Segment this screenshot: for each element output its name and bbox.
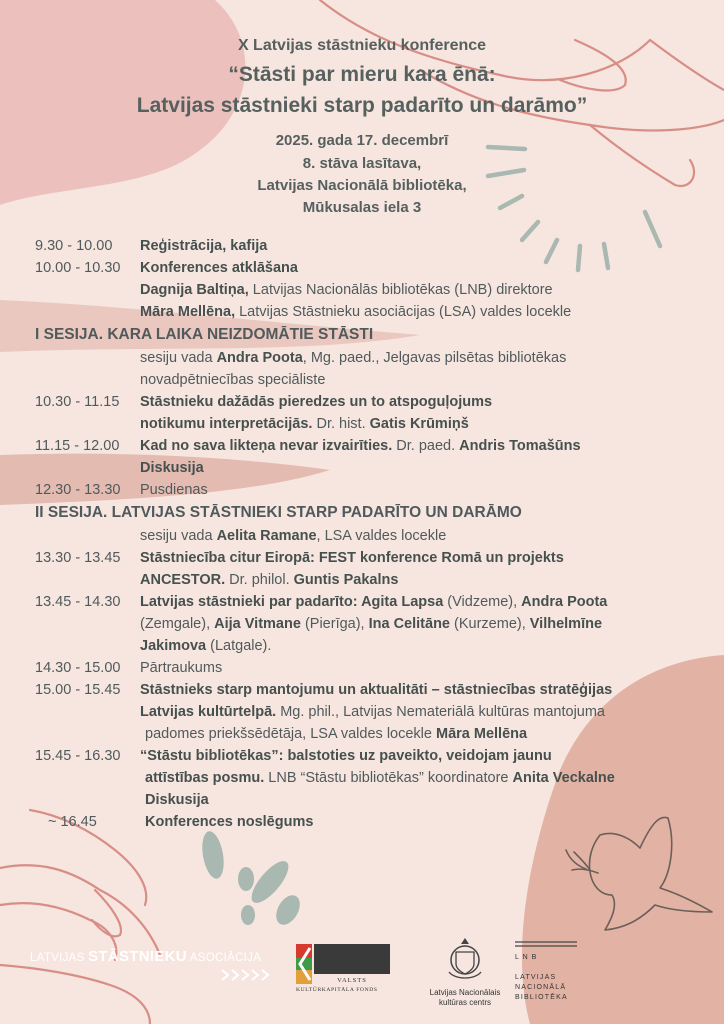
vkkf-logo [296, 944, 392, 1004]
moderator-role: , Mg. paed., Jelgavas pilsētas bibliotēkas [302, 350, 567, 366]
speaker-role: padomes priekšsēdētāja, LSA valdes locekle [145, 726, 436, 742]
time: 13.45 - 14.30 [35, 594, 121, 610]
speaker-name: Māra Mellēna, [140, 304, 236, 320]
lnb-lines-icon [515, 940, 577, 950]
time: 13.30 - 13.45 [35, 550, 121, 566]
speaker-role: Mg. phil., Latvijas Nemateriālā kultūras mantojuma [276, 704, 605, 720]
lsa-logo [30, 948, 280, 988]
moderator-role: , LSA valdes locekle [316, 528, 447, 544]
talk-title-cont: notikumu interpretācijās. [140, 416, 313, 432]
moderator-prefix: sesiju vada [140, 350, 217, 366]
speaker-degree: Dr. paed. [392, 438, 460, 454]
discussion-label: Diskusija [140, 460, 204, 476]
vkkf-text-1: VALSTS [337, 977, 367, 984]
lnb-text-2: NACIONĀLĀ [515, 984, 567, 991]
speaker-name: Māra Mellēna [435, 726, 528, 742]
speaker-name: Gatis Krūmiņš [369, 416, 469, 432]
speaker-name: Anita Veckalne [512, 770, 615, 786]
hand-outline-bottom-left [0, 810, 160, 1024]
time: 15.45 - 16.30 [35, 748, 121, 764]
location-line2: Latvijas Nacionālā bibliotēka, [257, 177, 467, 194]
sage-drops [199, 830, 305, 929]
talk-title-cont: Latvijas kultūrtelpā. [140, 704, 277, 720]
time: 14.30 - 15.00 [35, 660, 121, 676]
session-title: I SESIJA. KARA LAIKA NEIZDOMĀTIE STĀSTI [35, 326, 374, 343]
time: 12.30 - 13.30 [35, 482, 121, 498]
lnb-logo [515, 940, 585, 1010]
talk-title: Stāstnieku dažādās pieredzes un to atspoguļojums [140, 394, 493, 410]
lnb-text-1: LATVIJAS [515, 974, 557, 981]
talk-title-cont: attīstības posmu. [145, 770, 265, 786]
coat-of-arms-icon [443, 936, 487, 984]
location-line1: 8. stāva lasītava, [302, 155, 422, 172]
talk-title: Stāstniecība citur Eiropā: FEST konference Romā un projekts [140, 550, 564, 566]
location-line3: Mūkusalas iela 3 [302, 199, 422, 216]
time: 10.00 - 10.30 [35, 260, 121, 276]
vkkf-mark-icon [296, 944, 312, 984]
region: (Kurzeme), [450, 616, 530, 632]
discussion-label: Diskusija [145, 792, 209, 808]
lsa-logo-text-b: STĀSTNIEKU [88, 948, 187, 965]
conference-title-line2: Latvijas stāstnieki starp padarīto un darāmo” [136, 94, 588, 117]
lnkc-text-2: kultūras centrs [438, 998, 492, 1007]
speaker-role: Latvijas Stāstnieku asociācijas (LSA) valdes locekle [235, 304, 572, 320]
lnb-abbr: L N B [515, 954, 538, 961]
lnkc-logo [420, 936, 510, 1016]
time: ~ 16.45 [48, 814, 97, 830]
speaker-role: Latvijas Nacionālās bibliotēkas (LNB) direktore [248, 282, 553, 298]
lsa-logo-text-a: LATVIJAS [30, 952, 89, 964]
time: 9.30 - 10.00 [35, 238, 113, 254]
item-title: Pārtraukums [140, 660, 223, 676]
region: (Pierīga), [300, 616, 369, 632]
lnkc-text-1: Latvijas Nacionālais [429, 988, 501, 997]
conference-title-line1: “Stāsti par mieru kara ēnā: [228, 63, 496, 86]
talk-title: Stāstnieks starp mantojumu un aktualitāti – stāstniecības stratēģijas [140, 682, 613, 698]
speaker-name: Ina Celitāne [368, 616, 450, 632]
talk-title-cont: ANCESTOR. [140, 572, 226, 588]
region: (Latgale). [206, 638, 272, 654]
speaker-name: Andra Poota [521, 594, 608, 610]
talk-title: Kad no sava likteņa nevar izvairīties. [140, 438, 393, 454]
speaker-role: LNB “Stāstu bibliotēkas” koordinatore [264, 770, 513, 786]
talk-title: Latvijas stāstnieki par padarīto: [140, 594, 358, 610]
time: 15.00 - 15.45 [35, 682, 121, 698]
conference-supertitle: X Latvijas stāstnieku konference [237, 37, 487, 54]
lsa-logo-text-c: ASOCIĀCIJA [186, 952, 262, 964]
speaker-name: Aija Vitmane [214, 616, 301, 632]
moderator-role-cont: novadpētniecības speciāliste [140, 372, 326, 388]
time: 10.30 - 11.15 [35, 394, 120, 410]
speaker-name: Guntis Pakalns [293, 572, 399, 588]
speaker-name: Jakimova [140, 638, 207, 654]
speaker-name: Agita Lapsa [357, 594, 444, 610]
item-title: Konferences noslēgums [145, 814, 314, 830]
moderator-prefix: sesiju vada [140, 528, 217, 544]
chevrons-icon [220, 968, 280, 982]
session-title: II SESIJA. LATVIJAS STĀSTNIEKI STARP PADARĪTO UN DARĀMO [35, 504, 522, 521]
moderator-name: Andra Poota [216, 350, 303, 366]
moderator-name: Aelita Ramane [216, 528, 317, 544]
talk-title: “Stāstu bibliotēkas”: balstoties uz paveikto, veidojam jaunu [140, 748, 552, 764]
region: (Zemgale), [140, 616, 215, 632]
time: 11.15 - 12.00 [35, 438, 120, 454]
region: (Vidzeme), [443, 594, 522, 610]
speaker-name: Andris Tomašūns [459, 438, 581, 454]
lnb-text-3: BIBLIOTĒKA [515, 994, 568, 1001]
conference-date: 2025. gada 17. decembrī [275, 132, 449, 149]
item-title: Pusdienas [140, 482, 208, 498]
speaker-degree: Dr. philol. [225, 572, 294, 588]
speaker-name: Dagnija Baltiņa, [140, 282, 249, 298]
speaker-name: Vilhelmīne [529, 616, 603, 632]
item-title: Konferences atklāšana [140, 260, 298, 276]
item-title: Reģistrācija, kafija [140, 238, 268, 254]
vkkf-dark-block [314, 944, 390, 974]
speaker-degree: Dr. hist. [312, 416, 370, 432]
vkkf-text-2: KULTŪRKAPITĀLA FONDS [296, 987, 378, 993]
